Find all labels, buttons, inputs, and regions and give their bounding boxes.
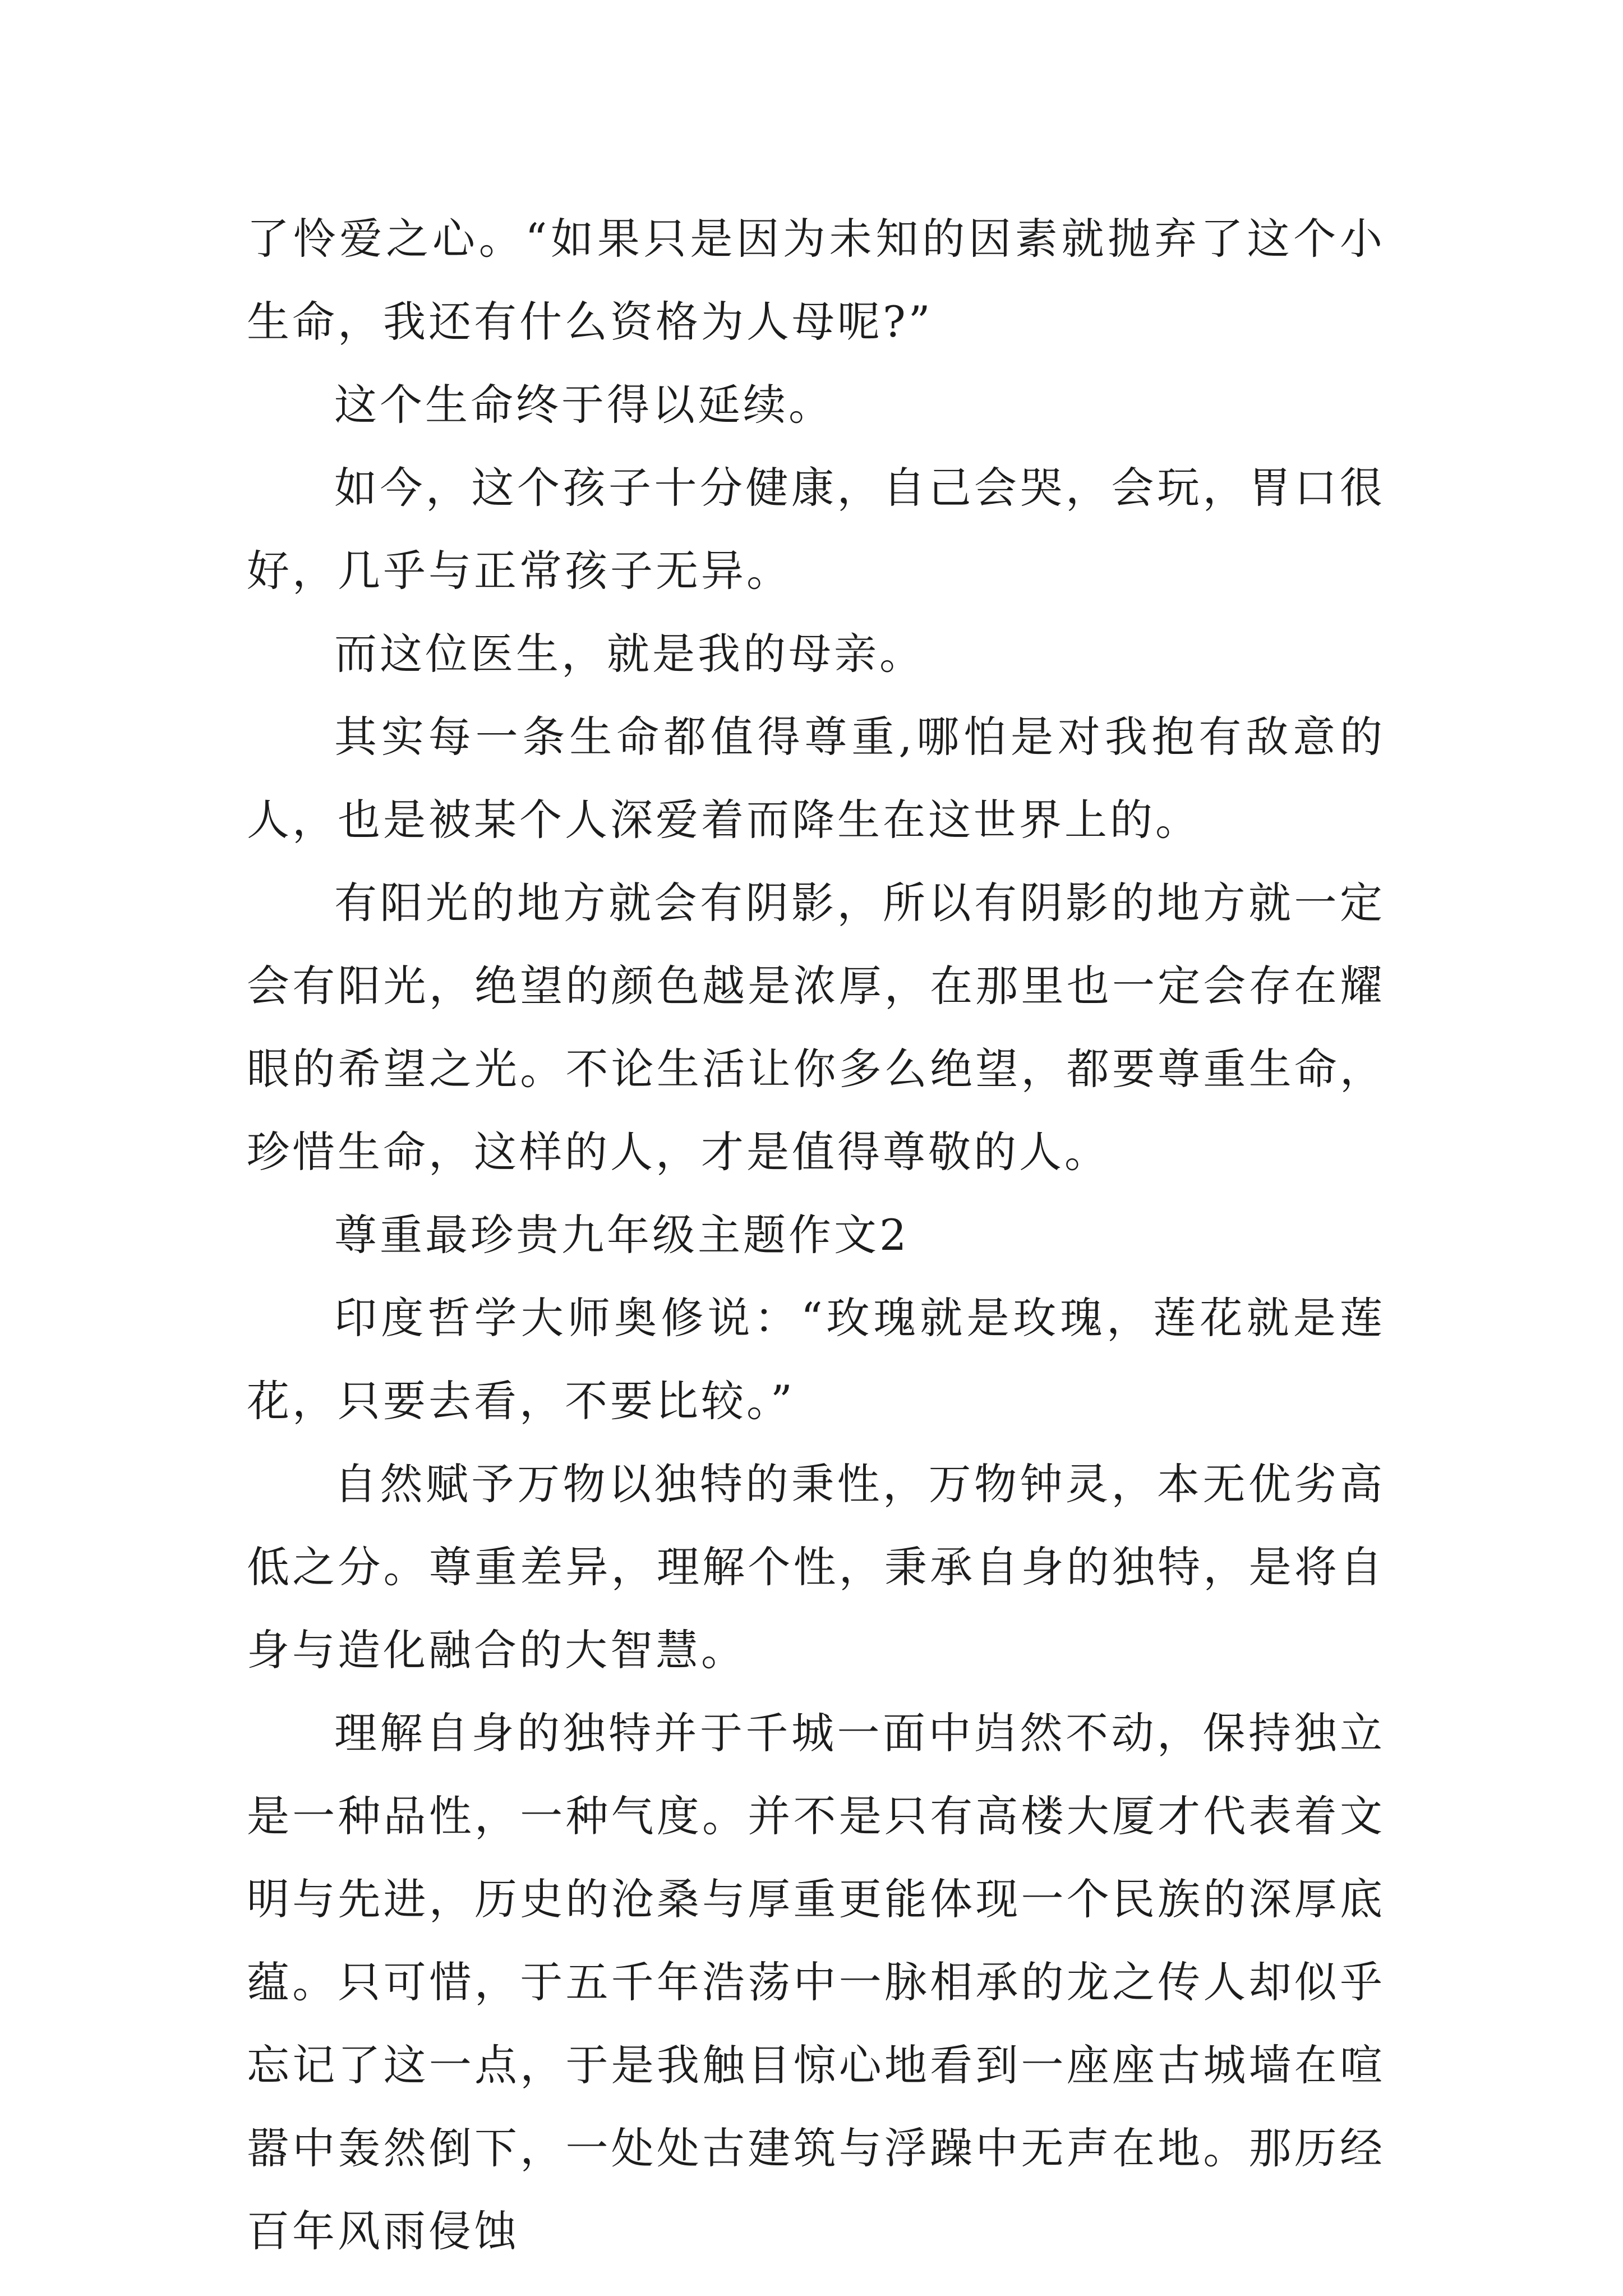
paragraph-6: 有阳光的地方就会有阴影，所以有阴影的地方就一定会有阳光，绝望的颜色越是浓厚，在那里也一定会存在耀眼的希望之光。不论生活让你多么绝望，都要尊重生命，珍惜生命，这样的人，才是值得尊敬的人。: [247, 878, 1385, 1177]
paragraph-1: 了怜爱之心。“如果只是因为未知的因素就抛弃了这个小生命，我还有什么资格为人母呢?”: [247, 214, 1385, 347]
document-body: [247, 197, 1385, 2273]
paragraph-3: 如今，这个孩子十分健康，自己会哭，会玩，胃口很好，几乎与正常孩子无异。: [247, 463, 1385, 596]
paragraph-2: 这个生命终于得以延续。: [334, 380, 834, 430]
paragraph-9: 自然赋予万物以独特的秉性，万物钟灵，本无优劣高低之分。尊重差异，理解个性，秉承自身的独特，是将自身与造化融合的大智慧。: [247, 1459, 1385, 1675]
paragraph-10: 理解自身的独特并于千城一面中岿然不动，保持独立是一种品性，一种气度。并不是只有高楼大厦才代表着文明与先进，历史的沧桑与厚重更能体现一个民族的深厚底蕴。只可惜，于五千年浩荡中一脉相承的龙之传人却似乎忘记了这一点，于是我触目惊心地看到一座座古城墙在喧嚣中轰然倒下，一处处古建筑与浮躁中无声在地。那历经百年风雨侵蚀: [247, 1708, 1385, 2256]
essay-heading: 尊重最珍贵九年级主题作文2: [334, 1210, 910, 1260]
paragraph-4: 而这位医生，就是我的母亲。: [334, 629, 925, 679]
paragraph-5: 其实每一条生命都值得尊重,哪怕是对我抱有敌意的人，也是被某个人深爱着而降生在这世界上的。: [247, 712, 1385, 845]
paragraph-8: 印度哲学大师奥修说：“玫瑰就是玫瑰，莲花就是莲花，只要去看，不要比较。”: [247, 1293, 1385, 1426]
